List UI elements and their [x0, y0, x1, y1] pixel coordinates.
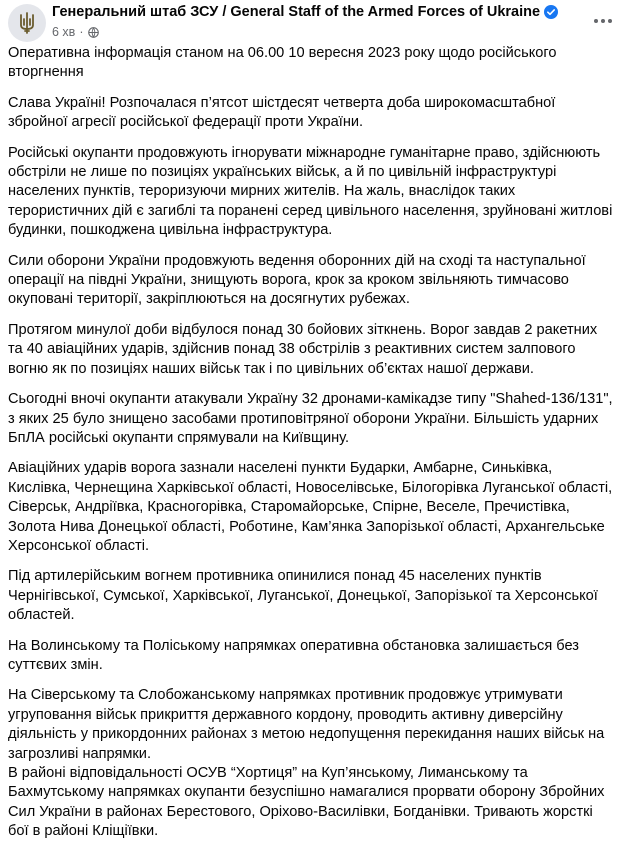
post-meta	[52, 25, 99, 39]
page-avatar[interactable]	[8, 4, 46, 42]
more-options-icon	[593, 18, 613, 24]
post-paragraph: Протягом минулої доби відбулося понад 30 бойових зіткнень. Ворог завдав 2 ракетних та 40 авіаційних ударів, здійснив понад 38 обстрілів з реактивних систем залпового вогню як по позиціях наших військ так і по цивільних об’єктах нашої держави.	[8, 321, 598, 377]
post-paragraph: В районі відповідальності ОСУВ “Хортиця” на Куп’янському, Лиманському та Бахмутському напрямках окупанти безуспішно намагалися прорвати оборону Збройних Сил України в районах Берестового, Оріхово-Василівки, Богданівки. Тривають жорсткі бої в районі Кліщіївки.	[8, 765, 605, 840]
meta-separator: ·	[79, 25, 84, 39]
post-timestamp[interactable]: 6 хв	[52, 25, 76, 39]
post-paragraph: Під артилерійським вогнем противника опинилися понад 45 населених пунктів Чернігівської, Сумської, Харківської, Луганської, Донецької, Запорізької та Херсонської областей.	[8, 568, 598, 624]
post-paragraph: Російські окупанти продовжують ігнорувати міжнародне гуманітарне право, здійснюють обстріли не лише по позиціях українських військ, а й по цивільній інфраструктурі населених пунктів, тероризуючи мирних жителів. На жаль, внаслідок таких терористичних дій є загиблі та поранені серед цивільного населення, зруйновані житлові будинки, пошкоджена цивільна інфраструктура.	[8, 144, 613, 239]
post-paragraph: Сили оборони України продовжують ведення оборонних дій на сході та наступальної операції на півдні України, знищують ворога, крок за кроком звільняють тимчасово окуповані території, закріплюються на досягнутих рубежах.	[8, 252, 586, 308]
trident-emblem-icon	[14, 10, 40, 36]
post-paragraph: На Сіверському та Слобожанському напрямках противник продовжує утримувати угруповання військ прикриття державного кордону, проводить активну диверсійну діяльність у прикордонних районах з метою недопущення перекидання наших військ на загрозливі напрямки.	[8, 687, 605, 762]
post-header	[0, 0, 626, 44]
post-paragraph: Сьогодні вночі окупанти атакували Україну 32 дронами-камікадзе типу "Shahed-136/131", з яких 25 було знищено засобами протиповітряної оборони України. Більшість ударних БпЛА російські окупанти спрямували на Київщину.	[8, 391, 613, 446]
post-body	[0, 44, 626, 842]
verified-badge-icon	[544, 5, 558, 19]
title-line	[52, 4, 558, 20]
post-paragraph: Слава Україні! Розпочалася п’ятсот шістдесят четверта доба широкомасштабної збройної агресії російської федерації проти України.	[8, 94, 556, 131]
page-name-link[interactable]: Генеральний штаб ЗСУ / General Staff of the Armed Forces of Ukraine	[52, 4, 541, 20]
globe-icon[interactable]	[88, 27, 99, 38]
post-paragraph: Оперативна інформація станом на 06.00 10 вересня 2023 року щодо російського вторгнення	[8, 45, 557, 81]
more-options-button[interactable]	[588, 6, 618, 36]
post-paragraph: Авіаційних ударів ворога зазнали населені пункти Бударки, Амбарне, Синьківка, Кислівка, Чернещина Харківської області, Новоселівське, Білогорівка Луганської області, Сіверськ, Андріївка, Красногорівка, Старомайорське, Спірне, Веселе, Пречистівка, Золота Нива Донецької області, Роботине, Кам’янка Запорізької області, Архангельське Херсонської області.	[8, 460, 613, 554]
post-paragraph: На Волинському та Поліському напрямках оперативна обстановка залишається без суттєвих змін.	[8, 637, 579, 673]
